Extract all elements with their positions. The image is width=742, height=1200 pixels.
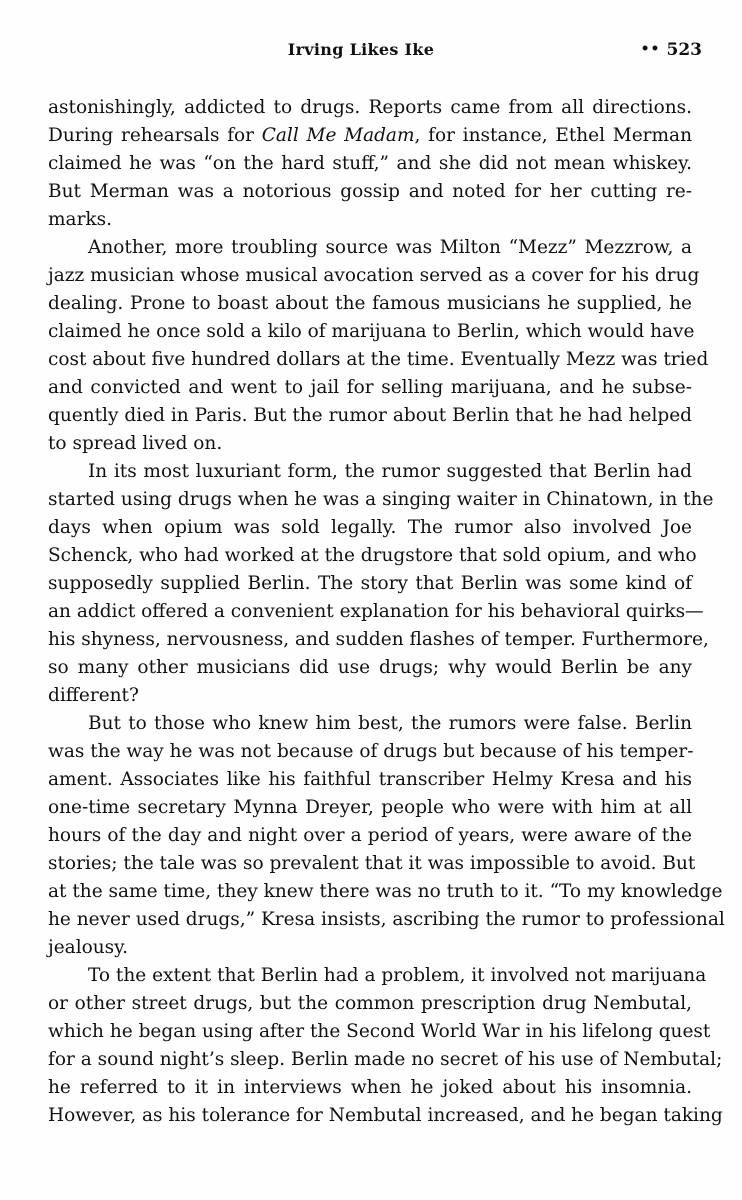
text-line: Another, more troubling source was Milton “Mezz” Mezzrow, a [88,237,692,258]
text-line: to spread lived on. [48,433,223,454]
running-head: Irving Likes Ike [287,40,435,59]
text-line: cost about five hundred dollars at the time. Eventually Mezz was tried [48,349,709,370]
text-line-segment: During rehearsals for Call Me Madam, for instance, Ethel Merman [48,125,692,146]
text-line [48,122,692,150]
text-line: But Merman was a notorious gossip and noted for her cutting re- [48,181,692,202]
text-line: his shyness, nervousness, and sudden flashes of temper. Furthermore, [48,629,709,650]
text-line: jealousy. [48,937,129,958]
page-number: 523 [666,40,702,60]
text-line: at the same time, they knew there was no truth to it. “To my knowledge [48,881,723,902]
text-line: jazz musician whose musical avocation served as a cover for his drug [48,265,700,286]
text-line: marks. [48,209,113,230]
text-line: claimed he once sold a kilo of marijuana to Berlin, which would have [48,321,695,342]
body-text [48,94,725,1130]
text-line: In its most luxuriant form, the rumor suggested that Berlin had [88,461,692,482]
text-line: one-time secretary Mynna Dreyer, people who were with him at all [48,797,692,818]
text-line: astonishingly, addicted to drugs. Reports came from all directions. [48,97,692,118]
text-line: dealing. Prone to boast about the famous musicians he supplied, he [48,293,692,314]
text-line: However, as his tolerance for Nembutal increased, and he began taking [48,1105,723,1126]
text-line: Schenck, who had worked at the drugstore that sold opium, and who [48,545,697,566]
paragraph [48,458,714,710]
text-line: ament. Associates like his faithful transcriber Helmy Kresa and his [48,769,692,790]
text-line: To the extent that Berlin had a problem, it involved not marijuana [88,965,707,986]
text-line: stories; the tale was so prevalent that it was impossible to avoid. But [48,853,696,874]
text-line: claimed he was “on the hard stuff,” and she did not mean whiskey. [48,153,692,174]
paragraph [48,94,692,234]
folio-marks: •• [640,41,661,57]
text-line: started using drugs when he was a singing waiter in Chinatown, in the [48,489,714,510]
page-header [20,40,702,70]
text-line: supposedly supplied Berlin. The story that Berlin was some kind of [48,573,692,594]
text-line: quently died in Paris. But the rumor about Berlin that he had helped [48,405,692,426]
show-title: Call Me Madam [261,125,415,146]
text-line: so many other musicians did use drugs; why would Berlin be any [48,657,692,678]
text-line: days when opium was sold legally. The rumor also involved Joe [48,517,692,538]
text-line: he never used drugs,” Kresa insists, ascribing the rumor to professional [48,909,725,930]
text-line: he referred to it in interviews when he joked about his insomnia. [48,1077,692,1098]
text-line: hours of the day and night over a period of years, were aware of the [48,825,692,846]
text-line: an addict offered a convenient explanation for his behavioral quirks— [48,601,704,622]
folio [641,40,702,60]
text-line: for a sound night’s sleep. Berlin made no secret of his use of Nembutal; [48,1049,723,1070]
text-line: different? [48,685,139,706]
text-line: or other street drugs, but the common prescription drug Nembutal, [48,993,692,1014]
text-line: was the way he was not because of drugs but because of his temper- [48,741,694,762]
text-line: and convicted and went to jail for selling marijuana, and he subse- [48,377,692,398]
paragraph [48,710,725,962]
paragraph [48,234,709,458]
text-line: which he began using after the Second World War in his lifelong quest [48,1021,711,1042]
text-line: But to those who knew him best, the rumors were false. Berlin [88,713,692,734]
paragraph [48,962,723,1130]
